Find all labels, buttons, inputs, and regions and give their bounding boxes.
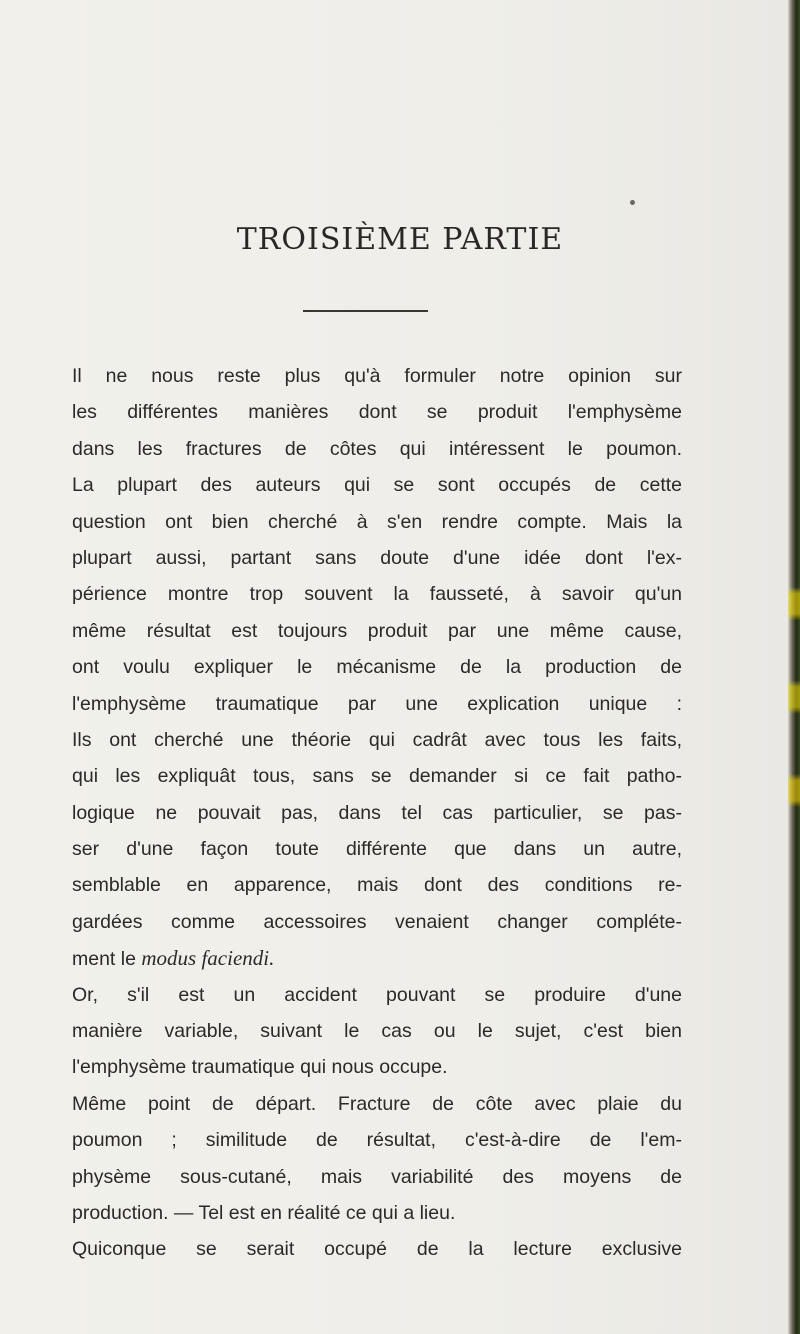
text-line: Même point de départ. Fracture de côte avec plaie du (72, 1092, 682, 1115)
text-line: logique ne pouvait pas, dans tel cas particulier, se pas- (72, 801, 682, 824)
text-line: physème sous-cutané, mais variabilité des moyens de (72, 1165, 682, 1188)
text-line: Or, s'il est un accident pouvant se produire d'une (72, 983, 682, 1006)
text-line: même résultat est toujours produit par une même cause, (72, 619, 682, 642)
title-rule (303, 310, 428, 312)
text-line: l'emphysème traumatique par une explication unique : (72, 692, 682, 715)
text-line: ser d'une façon toute différente que dans un autre, (72, 838, 682, 861)
text-line: qui les expliquât tous, sans se demander si ce fait patho- (72, 765, 682, 788)
text-line: plupart aussi, partant sans doute d'une idée dont l'ex- (72, 546, 682, 569)
text-line: La plupart des auteurs qui se sont occupés de cette (72, 474, 682, 497)
text-line: Quiconque se serait occupé de la lecture exclusive (72, 1238, 682, 1261)
text-line: manière variable, suivant le cas ou le sujet, c'est bien (72, 1020, 682, 1043)
section-title: TROISIÈME PARTIE (236, 222, 564, 257)
body-text (72, 358, 682, 1268)
text-line: Il ne nous reste plus qu'à formuler notre opinion sur (72, 365, 682, 387)
text-line: les différentes manières dont se produit l'emphysème (72, 401, 682, 424)
text-line: dans les fractures de côtes qui intéressent le poumon. (72, 437, 682, 460)
text-line-roman: ment le (72, 948, 136, 971)
text-line (72, 940, 682, 976)
text-line: périence montre trop souvent la fausseté, à savoir qu'un (72, 583, 682, 606)
ink-dot (630, 200, 635, 205)
text-line: question ont bien cherché à s'en rendre compte. Mais la (72, 510, 682, 533)
text-line: gardées comme accessoires venaient changer compléte- (72, 910, 682, 933)
text-line: Ils ont cherché une théorie qui cadrât avec tous les faits, (72, 728, 682, 751)
text-line: semblable en apparence, mais dont des conditions re- (72, 874, 682, 897)
binding-color-spots (788, 0, 800, 1334)
text-line: poumon ; similitude de résultat, c'est-à-dire de l'em- (72, 1129, 682, 1152)
text-line: ont voulu expliquer le mécanisme de la production de (72, 656, 682, 679)
text-line: production. — Tel est en réalité ce qui a lieu. (72, 1201, 456, 1224)
italic-phrase: modus faciendi. (141, 946, 275, 971)
text-line: l'emphysème traumatique qui nous occupe. (72, 1056, 448, 1079)
